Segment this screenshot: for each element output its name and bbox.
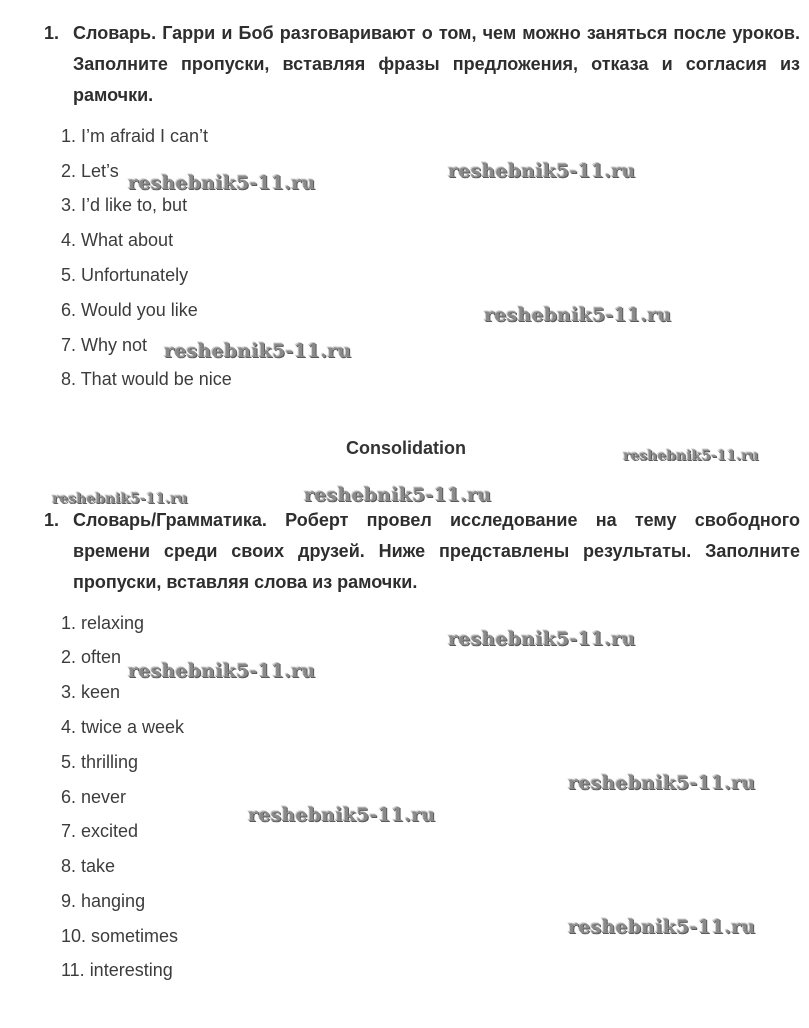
watermark: reshebnik5-11.ru — [128, 660, 316, 682]
answer-item: 6. Would you like — [61, 300, 198, 320]
answer-item: 1. I’m afraid I can’t — [61, 126, 209, 146]
answer-item: 8. That would be nice — [61, 369, 232, 389]
task-text: Словарь/Грамматика. Роберт провел исследование на тему свободного времени среди своих друзей. Ниже представлены результаты. Заполните пропуски, вставляя слова из рамочки. — [73, 510, 800, 592]
watermark: reshebnik5-11.ru — [448, 160, 636, 182]
watermark: reshebnik5-11.ru — [248, 804, 436, 826]
watermark: reshebnik5-11.ru — [484, 304, 672, 326]
task-1-instruction — [44, 18, 800, 111]
task-2-instruction — [44, 505, 800, 598]
answer-item: 7. excited — [61, 821, 139, 841]
answer-item: 4. twice a week — [61, 717, 185, 737]
watermark: reshebnik5-11.ru — [128, 172, 316, 194]
answer-item: 3. I’d like to, but — [61, 195, 188, 215]
answer-item: 10. sometimes — [61, 926, 179, 946]
answer-item: 7. Why not — [61, 335, 148, 355]
answer-item: 1. relaxing — [61, 613, 145, 633]
answer-item: 6. never — [61, 787, 127, 807]
watermark: reshebnik5-11.ru — [164, 340, 352, 362]
section-heading: Consolidation — [346, 438, 466, 458]
task-number: 1. — [44, 510, 60, 530]
answer-item: 9. hanging — [61, 891, 146, 911]
answer-item: 3. keen — [61, 682, 121, 702]
watermark: reshebnik5-11.ru — [52, 491, 188, 507]
watermark: reshebnik5-11.ru — [304, 484, 492, 506]
task-number: 1. — [44, 23, 60, 43]
watermark: reshebnik5-11.ru — [448, 628, 636, 650]
answer-item: 11. interesting — [61, 960, 173, 980]
watermark: reshebnik5-11.ru — [623, 448, 759, 464]
answer-item: 2. often — [61, 647, 122, 667]
watermark: reshebnik5-11.ru — [568, 916, 756, 938]
answer-item: 4. What about — [61, 230, 174, 250]
answer-item: 2. Let’s — [61, 161, 119, 181]
answer-item: 8. take — [61, 856, 116, 876]
watermark: reshebnik5-11.ru — [568, 772, 756, 794]
task-text: Словарь. Гарри и Боб разговаривают о том, чем можно заняться после уроков. Заполните пропуски, вставляя фразы предложения, отказа и согласия из рамочки. — [73, 23, 800, 105]
answer-item: 5. Unfortunately — [61, 265, 189, 285]
answer-item: 5. thrilling — [61, 752, 139, 772]
